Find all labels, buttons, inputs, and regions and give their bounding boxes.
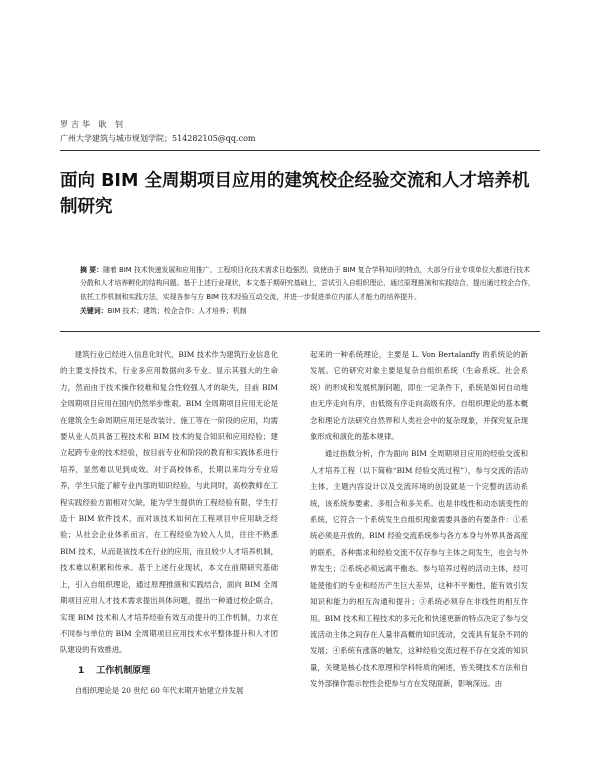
section-heading bbox=[60, 660, 278, 682]
abstract-label: 摘 要： bbox=[80, 266, 104, 274]
abstract-divider bbox=[60, 331, 540, 332]
author-names: 罗吉华 耿 钊 bbox=[60, 120, 127, 129]
abstract-block bbox=[80, 264, 535, 319]
body-column-left bbox=[60, 347, 278, 699]
header-divider bbox=[60, 150, 540, 151]
section-number: 1 bbox=[78, 665, 85, 676]
abstract-text: 随着 BIM 技术快速发展和应用推广，工程项目化技术需求日趋强烈，致使由于 BIM 复合学科知识的特点，大部分行业专项单位大都进行技术分散和人才培养孵化的结构问题。基于上述行业现状，本文基于期研究基础上，尝试引入自组织理论，通过原理推演和实践结合，提出通过校企合作，依托工作机制和实践方法，实现各参与方 BIM 技术经验互动交流，并进一步促进单位内部人才能力的培养提升。 bbox=[80, 266, 535, 301]
abstract-paragraph bbox=[80, 264, 535, 304]
author-affiliation: 广州大学建筑与城市规划学院；514282105@qq.com bbox=[60, 134, 256, 143]
body-paragraph: 通过指数分析，作为面向 BIM 全周期项目应用的经验交流和人才培养工程（以下简称“BIM 经验交流过程”），参与交流的活动主体、主题内容设计以及交流环境的创设就是一个完整的活动系统，该系统参要素、多组合和多关系。也是非线性和动态演变性的系统，它符合一个系统发生自组织现象需要具备的有要条件：①系统必须是开放的。BIM 经验交流系统参与各方本身与外界具备高度的联系，各种需求和经验交流不仅存参与主体之间发生，也会与外界发生；②系统必须远离平衡态。参与培养过程的活动主体，经可能使他们的专业和经历产生巨大差异，这种不平衡性，能有效引发知识和能力的相互沟通和提升；③系统必须存在非线性的相互作用。BIM 技术和工程技术的多元化和快速更新的特点决定了参与交流活动主体之间存在人量非高概的知识流动，交流具有复杂不同的发展；④系统有涨落的触发，这种经验交流过程不存在交流的知识量，关键是核心技术原理和学科特质的阐述，皆关键技术方法和自发外部操作需示控性会使参与方在发现面新，影响深远。由 bbox=[310, 449, 528, 689]
keywords-line bbox=[80, 305, 535, 318]
paper-title: 面向 BIM 全周期项目应用的建筑校企经验交流和人才培养机制研究 bbox=[60, 171, 530, 217]
keywords-label: 关键词： bbox=[80, 307, 108, 316]
author-block bbox=[60, 118, 255, 146]
body-paragraph: 建筑行业已经进入信息化时代，BIM 技术作为建筑行业信息化的主要支持技术，行业多应用数据向多专业、显示其强大的生命力，然而由于技术操作较难和复合性较强人才的缺失，目前 BIM 全周期项目应用在国内仍然举步维艰。BIM 全周期项目应用无论是在建筑全生命周期应用还是改装计、施工等在一阶段的应用，均需要从业人员具备工程技术和 BIM 技术的复合知识和应用经验；建立起跨专业的技术经验，按目前专业和阶段的教育和实践体系进行培养，显然难以见到成效。对于高校体系，长期以来均分专业培养，学生只能了解专业内部的知识经验，与此同时，高校教师在工程实践经验方面相对欠缺，能为学生提供的工程经验有限，学生打造十 BIM 软件技术，而对该技术如何在工程项目中应用缺乏经验；从社会企业体系而言，在工程经验为较入人员，往往不熟悉 BIM 技术，从而是该技术在行业的应用，而且较少人才培养机制，技术难以积累和传承。基于上述行业现状，本文在前期研究基础上，引入自组织理论，通过原理推演和实践结合，面向 BIM 全周期项目应用人才技术需求提出具体问题，提出一种通过校企联合，实现 BIM 技术和人才培养经验有效互动提升的工作机制，力求在不同参与单位的 BIM 全周期项目应用技术水平整体提升和人才团队建设的有效推进。 bbox=[60, 350, 278, 655]
section-title: 工作机制原理 bbox=[96, 665, 151, 676]
body-paragraph: 自组织理论是 20 世纪 60 年代末期开始建立并发展 bbox=[74, 685, 244, 695]
body-paragraph: 起来的一种系统理论，主要是 L. Von Bertalanffy 的系统论的新发展。它的研究对象主要是复杂自组织系统（生命系统、社会系统）的形成和发展机制问题，即在一定条件下，系统是如何自动地由无序走向有序，由低级有序走向高级有序。自组织理论的基本概念和理论方法研究自然界和人类社会中的复杂现象，并探究复杂现象形成和演化的基本规律。 bbox=[310, 350, 528, 442]
keywords-text: BIM 技术；建筑；校企合作；人才培养；机制 bbox=[107, 307, 247, 316]
body-column-right bbox=[310, 347, 528, 693]
